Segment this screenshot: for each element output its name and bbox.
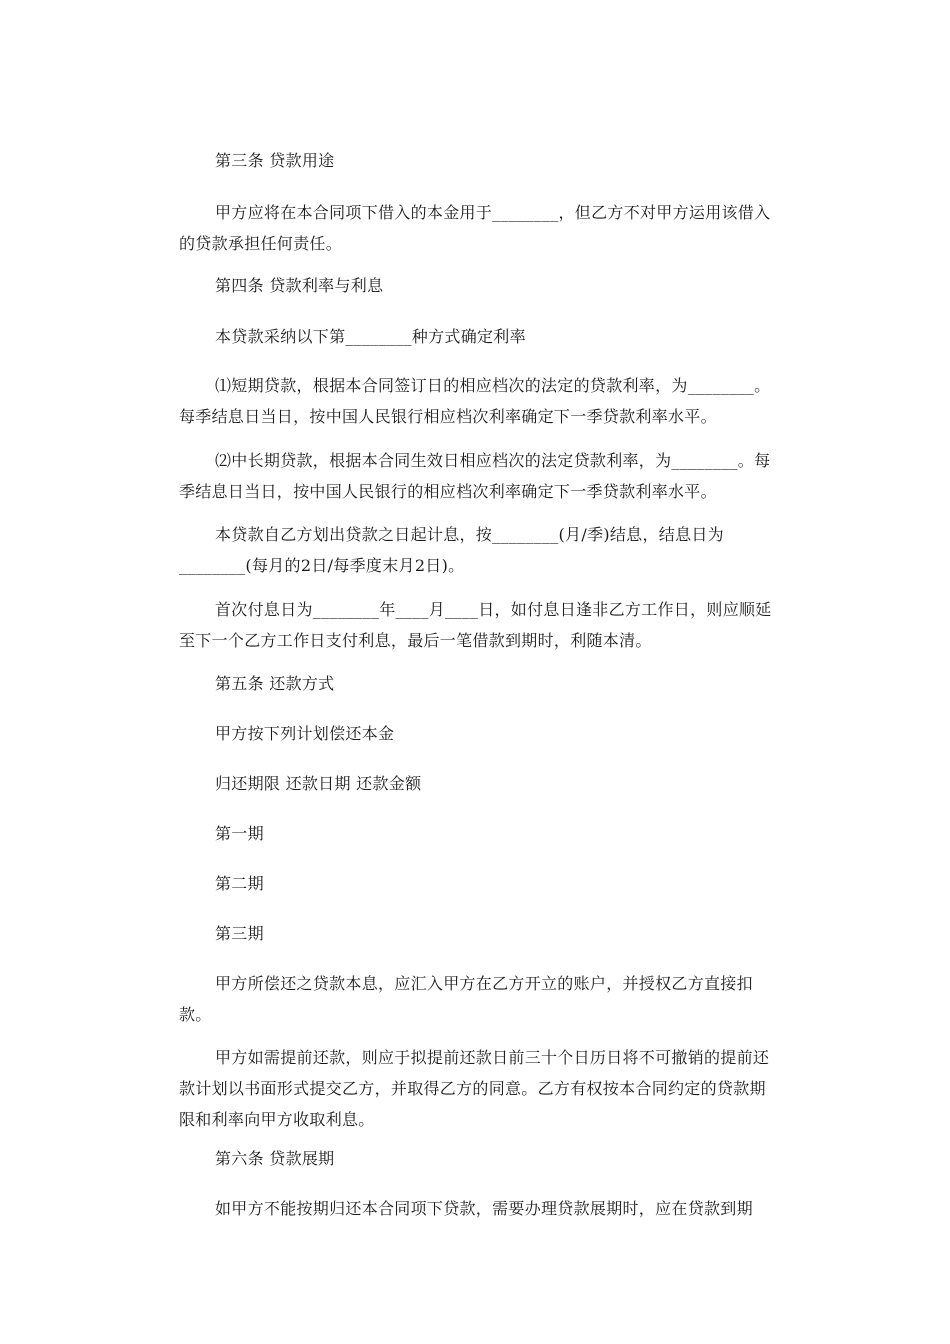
repayment-account-paragraph: 甲方所偿还之贷款本息，应汇入甲方在乙方开立的账户，并授权乙方直接扣款。 bbox=[179, 974, 753, 1024]
loan-extension-paragraph: 如甲方不能按期归还本合同项下贷款，需要办理贷款展期时，应在贷款到期 bbox=[215, 1199, 753, 1218]
interest-method-paragraph: 本贷款采纳以下第________种方式确定利率 bbox=[215, 327, 526, 346]
loan-purpose-paragraph: 甲方应将在本合同项下借入的本金用于________，但乙方不对甲方运用该借入的贷款承担任何责任。 bbox=[179, 203, 771, 253]
article-3-heading: 第三条 贷款用途 bbox=[215, 151, 335, 170]
first-interest-date-paragraph: 首次付息日为________年____月____日，如付息日逢非乙方工作日，则应顺延至下一个乙方工作日支付利息，最后一笔借款到期时，利随本清。 bbox=[179, 600, 772, 650]
interest-accrual-paragraph: 本贷款自乙方划出贷款之日起计息，按________(月/季)结息，结息日为________(每月的2日/每季度末月2日)。 bbox=[179, 525, 724, 575]
early-repayment-paragraph: 甲方如需提前还款，则应于拟提前还款日前三十个日历日将不可撤销的提前还款计划以书面形式提交乙方，并取得乙方的同意。乙方有权按本合同约定的贷款期限和利率向甲方收取利息。 bbox=[179, 1048, 770, 1129]
repayment-plan-intro: 甲方按下列计划偿还本金 bbox=[215, 724, 395, 743]
article-6-heading: 第六条 贷款展期 bbox=[215, 1149, 335, 1168]
repayment-table-header: 归还期限 还款日期 还款金额 bbox=[215, 774, 422, 793]
repayment-period-1: 第一期 bbox=[215, 824, 264, 843]
short-term-loan-paragraph: ⑴短期贷款，根据本合同签订日的相应档次的法定的贷款利率，为________。每季结息日当日，按中国人民银行相应档次利率确定下一季贷款利率水平。 bbox=[179, 376, 771, 426]
long-term-loan-paragraph: ⑵中长期贷款，根据本合同生效日相应档次的法定贷款利率，为________。每季结息日当日，按中国人民银行的相应档次利率确定下一季贷款利率水平。 bbox=[179, 451, 771, 501]
repayment-period-2: 第二期 bbox=[215, 874, 264, 893]
article-4-heading: 第四条 贷款利率与利息 bbox=[215, 276, 384, 295]
article-5-heading: 第五条 还款方式 bbox=[215, 674, 335, 693]
repayment-period-3: 第三期 bbox=[215, 924, 264, 943]
